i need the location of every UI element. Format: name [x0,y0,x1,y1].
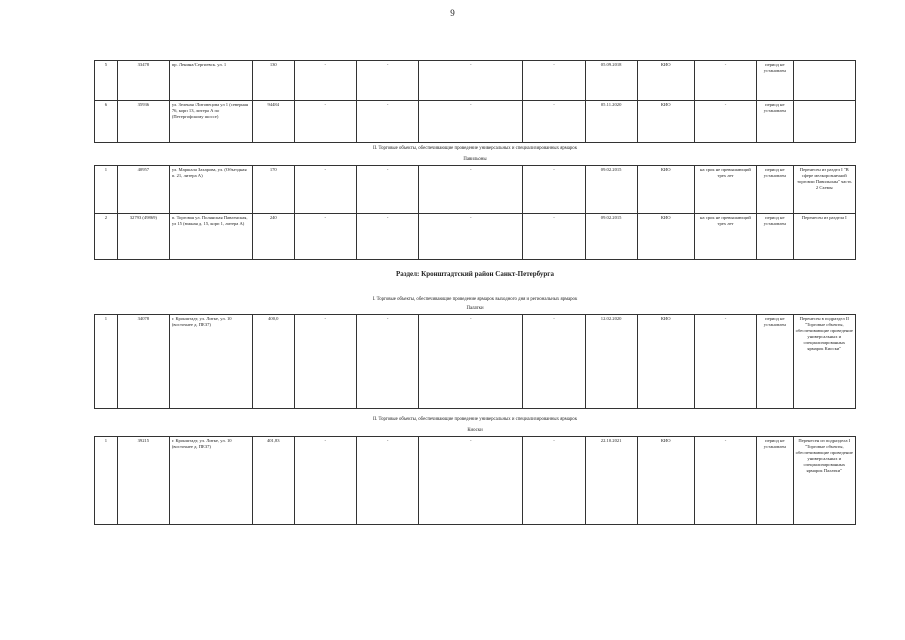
cell-d2: - [356,315,418,409]
cell-note: Перенесен из раздела I [793,214,855,260]
cell-area: 94484 [252,101,294,143]
cell-date: 09.02.2015 [585,166,637,214]
cell-d4: - [523,101,585,143]
cell-addr: г. Кронштадт, ул. Литке, ул. 10 (восточнее д. ПЕ37) [169,437,252,525]
cell-area: 170 [252,166,294,214]
cell-d4: - [523,166,585,214]
cell-date: 09.02.2015 [585,214,637,260]
cell-area: 130 [252,61,294,101]
cell-addr: ул. Зеленая /Литовецова ул 1 (северная 76, корп 13, литера А по (Петергофскому шоссе) [169,101,252,143]
cell-d3: - [419,437,523,525]
cell-term: период не установлен [757,166,793,214]
cell-spec: - [694,101,756,143]
cell-spec: - [694,315,756,409]
cell-id: 34078 [117,315,169,409]
table-group1 [94,165,856,260]
cell-note: Перенесен из раздел I "В сфере мелкорозничной торговли Павильоны" часть 2 Схемы [793,166,855,214]
cell-d3: - [419,101,523,143]
table-row [95,61,856,101]
cell-d2: - [356,437,418,525]
cell-addr: ул. Маршала Захарова, ул. (Объездная п. 21, литера А) [169,166,252,214]
cell-term: период не установлен [757,101,793,143]
cell-note: Перенесен в подраздел II "Торговые объекты, обеспечивающие проведение универсальных и специализированных ярмарок Киоски" [793,315,855,409]
table-row [95,214,856,260]
cell-d2: - [356,61,418,101]
table-group3 [94,436,856,525]
cell-org: КИО [637,61,694,101]
table-section1 [94,60,856,143]
cell-id: 35936 [117,101,169,143]
cell-spec: - [694,61,756,101]
group3-caption: II. Торговые объекты, обеспечивающие проведение универсальных и специализированных ярмарок [372,417,578,422]
cell-d4: - [523,437,585,525]
cell-spec: - [694,437,756,525]
cell-d3: - [419,61,523,101]
cell-n: 1 [95,437,118,525]
cell-d2: - [356,166,418,214]
cell-spec: на срок не превышающий трех лет [694,166,756,214]
table-row [95,315,856,409]
cell-id: 33478 [117,61,169,101]
cell-d2: - [356,214,418,260]
cell-org: КИО [637,166,694,214]
group1-caption: II. Торговые объекты, обеспечивающие проведение универсальных и специализированных ярмарок [372,146,578,151]
cell-d1: - [294,437,356,525]
page-number: 9 [450,8,455,18]
cell-term: период не установлен [757,214,793,260]
cell-org: КИО [637,315,694,409]
group2-subcaption: Палатки [466,306,484,311]
cell-d3: - [419,166,523,214]
cell-n: 1 [95,315,118,409]
cell-d1: - [294,101,356,143]
cell-org: КИО [637,437,694,525]
table-row [95,437,856,525]
cell-date: 22.10.2021 [585,437,637,525]
cell-area: 400,0 [252,315,294,409]
table-row [95,166,856,214]
cell-note [793,61,855,101]
cell-note [793,101,855,143]
cell-org: КИО [637,101,694,143]
cell-note: Перенесен из подраздела I "Торговые объекты, обеспечивающие проведение универсальных и специализированных ярмарок Палатки" [793,437,855,525]
cell-org: КИО [637,214,694,260]
table-row [95,101,856,143]
group1-subcaption: Павильоны [463,157,487,162]
cell-term: период не установлен [757,61,793,101]
cell-d4: - [523,315,585,409]
cell-term: период не установлен [757,315,793,409]
group2-caption: I. Торговые объекты, обеспечивающие проведение ярмарок выходного дня и региональных ярмарок [372,297,578,302]
cell-addr: п. Торговая ул. Полянская Павленская, ул 15 (южная д. 15, корп 1, литера А) [169,214,252,260]
cell-d4: - [523,214,585,260]
cell-date: 12.02.2020 [585,315,637,409]
section2-title: Раздел: Кронштадтский район Санкт-Петербурга [396,270,554,278]
cell-n: 2 [95,214,118,260]
cell-d3: - [419,214,523,260]
cell-d1: - [294,61,356,101]
cell-term: период не установлен [757,437,793,525]
cell-n: 1 [95,166,118,214]
cell-area: 240 [252,214,294,260]
group3-subcaption: Киоски [467,428,483,433]
cell-d3: - [419,315,523,409]
cell-id: 40957 [117,166,169,214]
cell-addr: пр. Ленина/Сергиевск. ул. 1 [169,61,252,101]
table-group2 [94,314,856,409]
cell-addr: г. Кронштадт, ул. Литке, ул. 10 (восточнее д. ПЕ37) [169,315,252,409]
cell-date: 05.11.2020 [585,101,637,143]
cell-id: 32793 (49869) [117,214,169,260]
cell-d4: - [523,61,585,101]
cell-area: 401,83 [252,437,294,525]
cell-d1: - [294,214,356,260]
cell-d1: - [294,315,356,409]
cell-n: 6 [95,101,118,143]
cell-n: 5 [95,61,118,101]
cell-d2: - [356,101,418,143]
cell-id: 39215 [117,437,169,525]
cell-d1: - [294,166,356,214]
cell-date: 05.09.2018 [585,61,637,101]
cell-spec: на срок не превышающий трех лет [694,214,756,260]
